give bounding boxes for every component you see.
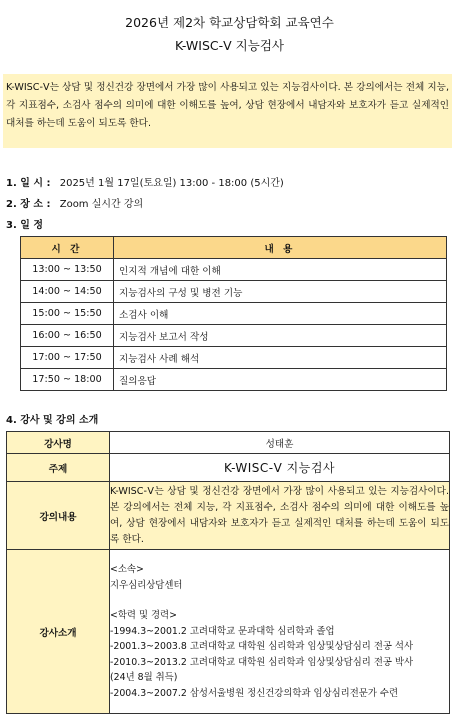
row-desc: 지능검사 사례 해석 [114,347,447,369]
instructor-name-row [7,432,450,454]
instructor-content-row [7,482,450,550]
schedule-header-time: 시 간 [21,237,114,259]
row-time: 15:00 ~ 15:50 [21,303,114,325]
schedule-table [20,236,447,391]
bio-value [110,550,450,714]
bio-label: 강사소개 [7,550,110,714]
date-label: 1. 일 시 : [6,178,51,189]
bio-line: (24년 8월 취득) [110,672,178,683]
place-value: Zoom 실시간 강의 [59,199,144,210]
bio-line: <학력 및 경력> [110,610,177,621]
bio-line: 지우심리상담센터 [110,579,183,591]
date-line [6,174,284,189]
table-row [21,325,447,347]
row-desc: 질의응답 [114,369,447,391]
place-label: 2. 장 소 : [6,199,51,210]
row-desc: 인지적 개념에 대한 이해 [114,259,447,281]
content-label: 강의내용 [7,482,110,550]
instructor-bio-row [7,550,450,714]
instructor-topic-row [7,454,450,482]
instructor-name: 성태훈 [110,432,450,454]
page-subtitle: K-WISC-Ⅴ 지능검사 [175,38,284,53]
row-time: 17:50 ~ 18:00 [21,369,114,391]
bio-line: -2004.3~2007.2 삼성서울병원 정신건강의학과 임상심리전문가 수련 [110,687,399,699]
schedule-label: 3. 일 정 [6,220,44,231]
schedule-header-content: 내 용 [114,237,447,259]
schedule-heading [6,216,43,231]
intro-box: K-WISC-Ⅴ는 상담 및 정신건강 장면에서 가장 많이 사용되고 있는 지능검사이다. 본 강의에서는 전체 지능, 각 지표점수, 소검사 점수의 의미에 대한 이해도를 높여, 상담 현장에서 내담자와 보호자가 듣고 실제적인 대처를 하는데 도움이 되도록 한다. [3,74,452,148]
bio-line: <소속> [110,564,144,575]
bio-line: -1994.3~2001.2 고려대학교 문과대학 심리학과 졸업 [110,625,335,637]
row-time: 16:00 ~ 16:50 [21,325,114,347]
row-desc: 지능검사 보고서 작성 [114,325,447,347]
table-row [21,303,447,325]
row-time: 13:00 ~ 13:50 [21,259,114,281]
row-desc: 지능검사의 구성 및 병전 기능 [114,281,447,303]
date-value: 2025년 1월 17일(토요일) 13:00 - 18:00 (5시간) [59,178,284,189]
table-row [21,259,447,281]
topic-value: K-WISC-Ⅴ 지능검사 [110,454,450,482]
place-line [6,195,143,210]
page-title: 2026년 제2차 학교상담학회 교육연수 [125,15,334,30]
row-time: 17:00 ~ 17:50 [21,347,114,369]
bio-line: -2010.3~2013.2 고려대학교 대학원 심리학과 임상및상담심리 전공 박사 [110,656,414,668]
instructor-section-heading: 4. 강사 및 강의 소개 [6,415,99,426]
instructor-table [6,431,450,714]
bio-spacer [110,593,449,608]
table-row [21,281,447,303]
instructor-name-label: 강사명 [7,432,110,454]
content-value: K-WISC-Ⅴ는 상담 및 정신건강 장면에서 가장 많이 사용되고 있는 지능검사이다. 본 강의에서는 전체 지능, 각 지표점수, 소검사 점수의 의미에 대한 이해도를 높여, 상담 현장에서 내담자와 보호자가 듣고 실제적인 대처를 하는데 도움이 되도록 한다. [110,482,450,550]
topic-label: 주제 [7,454,110,482]
row-time: 14:00 ~ 14:50 [21,281,114,303]
table-row [21,369,447,391]
table-row [21,347,447,369]
row-desc: 소검사 이해 [114,303,447,325]
bio-line: -2001.3~2003.8 고려대학교 대학원 심리학과 임상및상담심리 전공 석사 [110,641,414,652]
